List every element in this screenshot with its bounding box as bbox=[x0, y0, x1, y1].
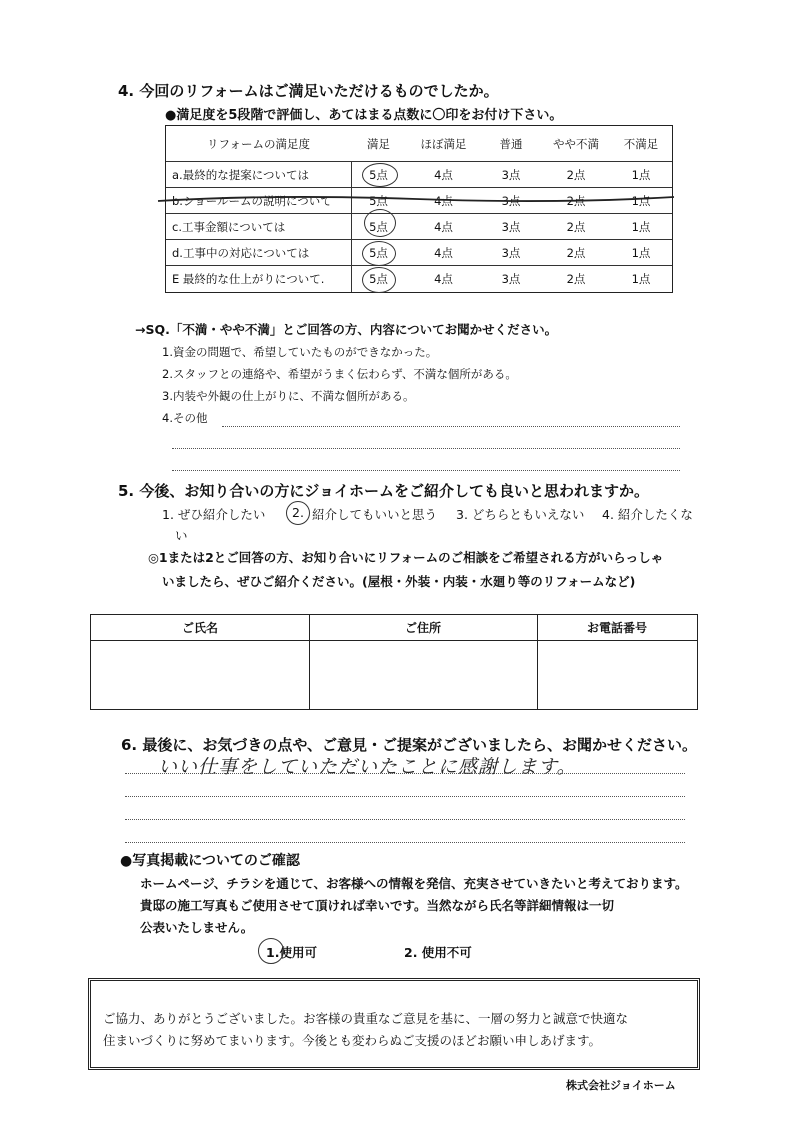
score-2[interactable]: 2点 bbox=[566, 245, 586, 260]
score-3[interactable]: 3点 bbox=[501, 219, 521, 234]
address-field[interactable] bbox=[311, 642, 535, 708]
table-row bbox=[166, 161, 672, 187]
score-4[interactable]: 4点 bbox=[434, 245, 453, 260]
table-row bbox=[166, 213, 672, 239]
sq-option-4[interactable]: 4.その他 bbox=[162, 411, 208, 425]
answer-line[interactable] bbox=[172, 470, 680, 471]
score-3[interactable]: 3点 bbox=[501, 245, 521, 260]
q5-note-1: ◎1または2とご回答の方、お知り合いにリフォームのご相談をご希望される方がいらっしゃ bbox=[148, 550, 664, 565]
hand-circle-mark bbox=[362, 267, 396, 293]
score-1[interactable]: 1点 bbox=[631, 219, 651, 234]
company-name: 株式会社ジョイホーム bbox=[566, 1079, 676, 1092]
answer-line[interactable] bbox=[125, 796, 685, 797]
answer-line[interactable] bbox=[172, 448, 680, 449]
hand-circle-mark bbox=[286, 501, 310, 525]
hand-circle-mark bbox=[364, 209, 396, 237]
q5-note-2: いましたら、ぜひご紹介ください。(屋根・外装・内装・水廻り等のリフォームなど) bbox=[162, 574, 636, 589]
header-dissatisfied: 不満足 bbox=[623, 136, 659, 151]
header-category: リフォームの満足度 bbox=[207, 136, 310, 151]
answer-line[interactable] bbox=[222, 426, 680, 427]
score-2[interactable]: 2点 bbox=[566, 219, 586, 234]
header-normal: 普通 bbox=[499, 136, 523, 151]
photo-option-2[interactable]: 2. 使用不可 bbox=[404, 945, 472, 960]
q5-option-2[interactable]: 紹介してもいいと思う bbox=[312, 507, 438, 522]
q6-title: 6. 最後に、お気づきの点や、ご意見・ご提案がございましたら、お聞かせください。 bbox=[121, 736, 698, 754]
score-4[interactable]: 4点 bbox=[434, 219, 453, 234]
row-label: d.工事中の対応については bbox=[172, 245, 310, 260]
hand-circle-mark bbox=[362, 241, 396, 266]
score-1[interactable]: 1点 bbox=[631, 272, 651, 286]
score-5[interactable]: 5点 bbox=[369, 245, 388, 260]
q4-instruction: ●満足度を5段階で評価し、あてはまる点数に〇印をお付け下さい。 bbox=[165, 108, 563, 123]
sq-title: →SQ.「不満・やや不満」とご回答の方、内容についてお聞かせください。 bbox=[135, 322, 558, 337]
q5-title: 5. 今後、お知り合いの方にジョイホームをご紹介しても良いと思われますか。 bbox=[118, 482, 650, 500]
score-4[interactable]: 4点 bbox=[434, 272, 453, 286]
score-5[interactable]: 5点 bbox=[369, 193, 388, 208]
score-3[interactable]: 3点 bbox=[501, 167, 521, 182]
table-row bbox=[166, 187, 672, 213]
answer-line[interactable] bbox=[125, 819, 685, 820]
sq-option-2[interactable]: 2.スタッフとの連絡や、希望がうまく伝わらず、不満な個所がある。 bbox=[162, 367, 517, 381]
name-field[interactable] bbox=[93, 642, 307, 708]
strikethrough-mark bbox=[156, 192, 676, 206]
score-4[interactable]: 4点 bbox=[434, 167, 453, 182]
q4-title: 4. 今回のリフォームはご満足いただけるものでしたか。 bbox=[118, 82, 499, 100]
table-row bbox=[166, 239, 672, 265]
score-2[interactable]: 2点 bbox=[566, 167, 586, 182]
photo-title: ●写真掲載についてのご確認 bbox=[120, 853, 300, 869]
header-address: ご住所 bbox=[404, 621, 441, 635]
answer-line[interactable] bbox=[125, 773, 685, 774]
row-label: E 最終的な仕上がりについて. bbox=[172, 272, 325, 286]
photo-option-1[interactable]: 1.使用可 bbox=[266, 945, 317, 960]
table-row bbox=[166, 265, 672, 292]
closing-line-2: 住まいづくりに努めてまいります。今後とも変わらぬご支援のほどお願い申しあげます。 bbox=[103, 1033, 602, 1048]
photo-line-1: ホームページ、チラシを通じて、お客様への情報を発信、充実させていきたいと考えております。 bbox=[140, 876, 688, 891]
handwritten-comment: いい仕事をしていただいたことに感謝します。 bbox=[158, 756, 577, 778]
header-satisfied: 満足 bbox=[367, 136, 390, 151]
phone-field[interactable] bbox=[539, 642, 695, 708]
row-label: b.ショールームの説明について bbox=[172, 193, 332, 208]
score-5[interactable]: 5点 bbox=[369, 167, 388, 182]
score-1[interactable]: 1点 bbox=[631, 245, 651, 260]
photo-line-3: 公表いたしません。 bbox=[140, 920, 254, 935]
q5-option-3[interactable]: 3. どちらともいえない bbox=[456, 507, 585, 522]
score-4[interactable]: 4点 bbox=[434, 193, 453, 208]
score-3[interactable]: 3点 bbox=[501, 272, 521, 286]
satisfaction-table bbox=[165, 125, 673, 293]
header-somewhat-dissatisfied: やや不満 bbox=[553, 136, 599, 151]
satisfaction-table-header bbox=[166, 126, 672, 161]
row-label: c.工事金額については bbox=[172, 219, 286, 234]
closing-box bbox=[88, 978, 700, 1070]
hand-circle-mark bbox=[362, 163, 398, 187]
score-3[interactable]: 3点 bbox=[501, 193, 521, 208]
closing-line-1: ご協力、ありがとうございました。お客様の貴重なご意見を基に、一層の努力と誠意で快適な bbox=[103, 1011, 629, 1026]
score-1[interactable]: 1点 bbox=[631, 167, 651, 182]
score-2[interactable]: 2点 bbox=[566, 272, 586, 286]
hand-circle-mark bbox=[258, 938, 284, 964]
score-2[interactable]: 2点 bbox=[566, 193, 586, 208]
header-name: ご氏名 bbox=[181, 621, 218, 635]
photo-line-2: 貴邸の施工写真もご使用させて頂ければ幸いです。当然ながら氏名等詳細情報は一切 bbox=[140, 898, 615, 913]
q5-option-2-number[interactable]: 2. bbox=[292, 505, 304, 520]
sq-option-3[interactable]: 3.内装や外観の仕上がりに、不満な個所がある。 bbox=[162, 389, 415, 403]
sq-option-1[interactable]: 1.資金の問題で、希望していたものができなかった。 bbox=[162, 345, 438, 359]
score-5[interactable]: 5点 bbox=[369, 272, 388, 286]
referral-table bbox=[90, 614, 698, 710]
score-5[interactable]: 5点 bbox=[369, 219, 388, 234]
score-1[interactable]: 1点 bbox=[631, 193, 651, 208]
q5-option-4-wrap: い bbox=[175, 528, 188, 543]
q5-option-4[interactable]: 4. 紹介したくな bbox=[602, 507, 693, 522]
header-mostly-satisfied: ほぼ満足 bbox=[420, 136, 467, 151]
q5-option-1[interactable]: 1. ぜひ紹介したい bbox=[162, 507, 266, 522]
row-label: a.最終的な提案については bbox=[172, 167, 309, 182]
answer-line[interactable] bbox=[125, 842, 685, 843]
header-phone: お電話番号 bbox=[586, 621, 647, 635]
